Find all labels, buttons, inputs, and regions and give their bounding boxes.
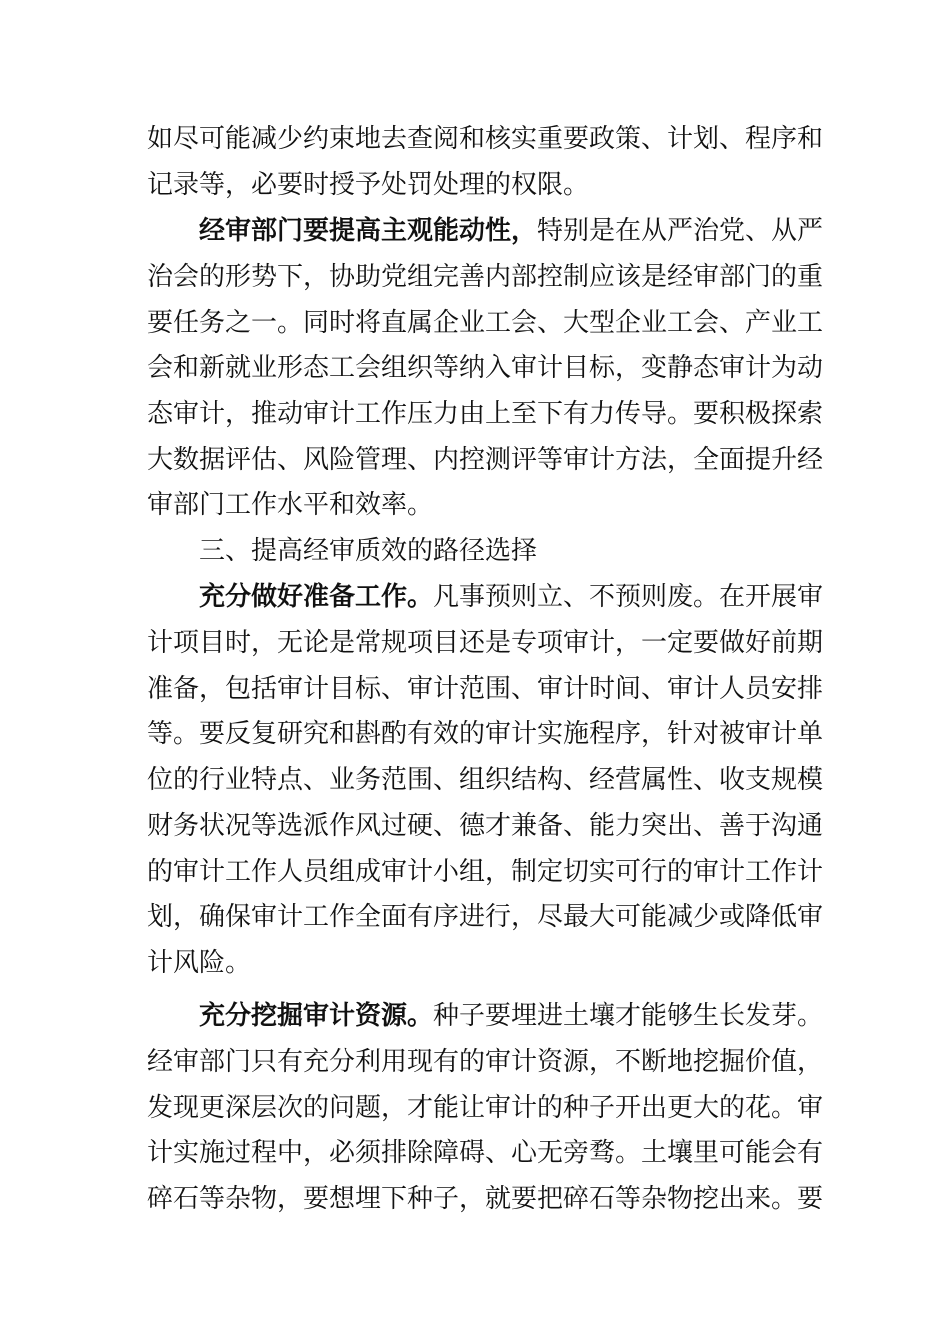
text-line: 审部门工作水平和效率。 [147, 490, 434, 520]
text-line: 如尽可能减少约束地去查阅和核实重要政策、计划、程序和 [147, 124, 824, 154]
text-line: 要任务之一。同时将直属企业工会、大型企业工会、产业工 [147, 308, 824, 338]
text-line: 等。要反复研究和斟酌有效的审计实施程序，针对被审计单 [147, 719, 824, 749]
text-line: 大数据评估、风险管理、内控测评等审计方法，全面提升经 [147, 445, 824, 475]
text-line: 碎石等杂物，要想埋下种子，就要把碎石等杂物挖出来。要 [147, 1184, 824, 1214]
paragraph-lead-line: 经审部门要提高主观能动性，特别是在从严治党、从严 [199, 216, 824, 246]
text-line: 治会的形势下，协助党组完善内部控制应该是经审部门的重 [147, 262, 824, 292]
text-line: 会和新就业形态工会组织等纳入审计目标，变静态审计为动 [147, 353, 824, 383]
text-line: 计项目时，无论是常规项目还是专项审计，一定要做好前期 [147, 628, 824, 658]
paragraph-lead-line: 充分做好准备工作。凡事预则立、不预则废。在开展审 [199, 582, 824, 612]
text-line: 计实施过程中，必须排除障碍、心无旁骛。土壤里可能会有 [147, 1138, 824, 1168]
text-line: 的审计工作人员组成审计小组，制定切实可行的审计工作计 [147, 857, 824, 887]
text-line: 计风险。 [147, 948, 252, 978]
bold-lead: 充分挖掘审计资源。 [199, 1001, 434, 1031]
bold-lead: 充分做好准备工作。 [199, 582, 434, 612]
bold-lead: 经审部门要提高主观能动性， [199, 216, 538, 246]
section-heading: 三、提高经审质效的路径选择 [199, 536, 538, 566]
paragraph-lead-line: 充分挖掘审计资源。种子要埋进土壤才能够生长发芽。 [199, 1001, 824, 1031]
text-line: 经审部门只有充分利用现有的审计资源，不断地挖掘价值， [147, 1047, 824, 1077]
text-line: 位的行业特点、业务范围、组织结构、经营属性、收支规模 [147, 765, 824, 795]
text-line: 划，确保审计工作全面有序进行，尽最大可能减少或降低审 [147, 902, 824, 932]
text-line: 发现更深层次的问题，才能让审计的种子开出更大的花。审 [147, 1093, 824, 1123]
text-line: 记录等，必要时授予处罚处理的权限。 [147, 170, 590, 200]
text-line: 财务状况等选派作风过硬、德才兼备、能力突出、善于沟通 [147, 811, 824, 841]
text-line: 准备，包括审计目标、审计范围、审计时间、审计人员安排 [147, 674, 824, 704]
text-line: 态审计，推动审计工作压力由上至下有力传导。要积极探索 [147, 399, 824, 429]
